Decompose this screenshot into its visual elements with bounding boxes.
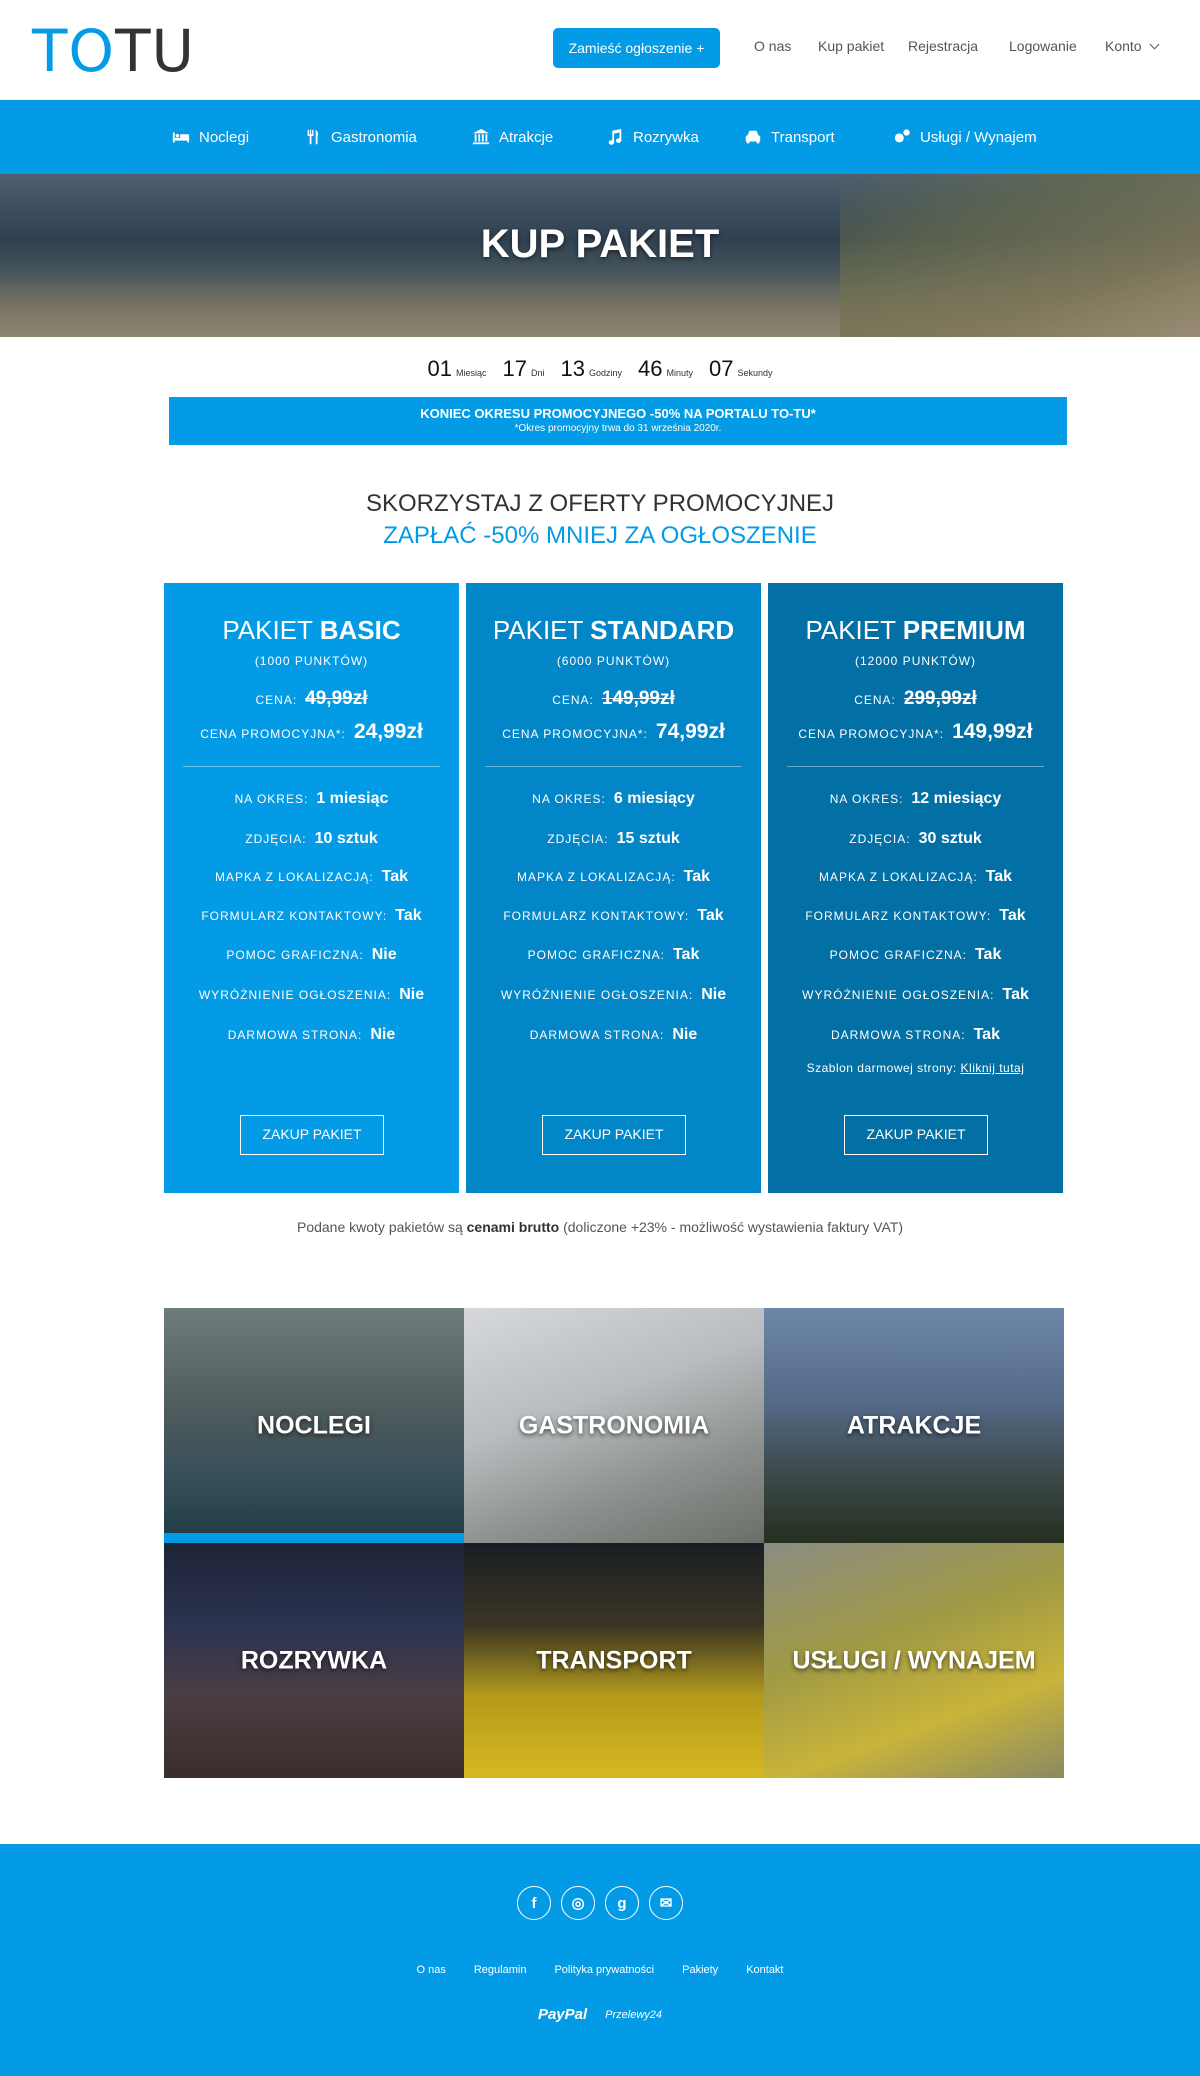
nav-account-dropdown[interactable]: Konto [1105, 38, 1158, 54]
price-note: Podane kwoty pakietów są cenami brutto (doliczone +23% - możliwość wystawienia faktury VAT) [296, 1219, 903, 1235]
divider [787, 766, 1044, 767]
package-card-standard [466, 583, 761, 1193]
facebook-icon[interactable]: f [517, 1886, 551, 1920]
package-card-premium [768, 583, 1063, 1193]
cat-label: Gastronomia [331, 128, 417, 146]
category-nav [0, 100, 1200, 174]
cat-label: Atrakcje [499, 128, 554, 146]
package-card-basic [164, 583, 459, 1193]
feature-period: NA OKRES: 1 miesiąc [234, 790, 389, 807]
package-title: PAKIET BASIC [222, 615, 401, 645]
divider [183, 766, 440, 767]
promo-price-row: CENA PROMOCYJNA*: 74,99zł [502, 720, 725, 743]
package-title: PAKIET STANDARD [492, 615, 735, 645]
footer-link-privacy[interactable]: Polityka prywatności [554, 1964, 655, 1976]
price-row: CENA: 149,99zł [552, 688, 675, 709]
countdown-days: 17 Dni [502, 356, 545, 381]
offer-subheading: ZAPŁAĆ -50% MNIEJ ZA OGŁOSZENIE [383, 522, 817, 549]
feature-form: FORMULARZ KONTAKTOWY: Tak [503, 907, 724, 924]
cat-label: Rozrywka [633, 128, 699, 146]
countdown-hours: 13 Godziny [560, 356, 622, 381]
feature-map: MAPKA Z LOKALIZACJĄ: Tak [214, 868, 409, 885]
feature-highlight: WYRÓŻNIENIE OGŁOSZENIA: Nie [198, 986, 425, 1003]
paypal-logo: PayPal [537, 2006, 588, 2023]
feature-form: FORMULARZ KONTAKTOWY: Tak [805, 907, 1026, 924]
feature-photos: ZDJĘCIA: 15 sztuk [547, 830, 680, 847]
offer-heading: SKORZYSTAJ Z OFERTY PROMOCYJNEJ [365, 490, 835, 517]
countdown-minutes: 46 Minuty [638, 356, 693, 381]
nav-about[interactable]: O nas [754, 38, 792, 54]
feature-period: NA OKRES: 6 miesiący [532, 790, 695, 807]
package-points: (1000 PUNKTÓW) [254, 654, 369, 668]
countdown-timer [0, 356, 1200, 382]
promo-price-row: CENA PROMOCYJNA*: 24,99zł [200, 720, 423, 743]
tile-uslugi[interactable]: USŁUGI / WYNAJEM [764, 1543, 1064, 1778]
tile-noclegi[interactable]: NOCLEGI [164, 1308, 464, 1543]
feature-form: FORMULARZ KONTAKTOWY: Tak [201, 907, 422, 924]
music-icon [606, 128, 624, 146]
google-plus-icon[interactable]: g [605, 1886, 639, 1920]
countdown-months: 01 Miesiąc [427, 356, 487, 381]
cutlery-icon [304, 128, 322, 146]
countdown-seconds: 07 Sekundy [709, 356, 773, 381]
cat-atrakcje[interactable] [472, 100, 553, 174]
package-points: (12000 PUNKTÓW) [854, 654, 977, 668]
cat-label: Noclegi [199, 128, 250, 146]
price-row: CENA: 49,99zł [255, 688, 368, 709]
promo-headline: KONIEC OKRESU PROMOCYJNEGO -50% NA PORTALU TO-TU* [420, 406, 816, 421]
instagram-icon[interactable]: ◎ [561, 1886, 595, 1920]
buy-basic-button[interactable]: ZAKUP PAKIET [240, 1115, 384, 1155]
tile-atrakcje[interactable]: ATRAKCJE [764, 1308, 1064, 1543]
site-header [0, 0, 1200, 100]
cat-label: Transport [771, 128, 835, 146]
promo-footnote: *Okres promocyjny trwa do 31 września 2020r. [514, 423, 722, 434]
footer-link-contact[interactable]: Kontakt [746, 1964, 784, 1976]
logo[interactable]: TOTU [32, 17, 195, 85]
feature-free-page: DARMOWA STRONA: Nie [529, 1026, 698, 1043]
add-listing-button[interactable]: Zamieść ogłoszenie + [553, 28, 720, 68]
footer-link-terms[interactable]: Regulamin [473, 1964, 527, 1976]
cat-label: Usługi / Wynajem [920, 128, 1037, 146]
footer-links [0, 1964, 1200, 1976]
cat-uslugi[interactable] [893, 100, 1037, 174]
buy-premium-button[interactable]: ZAKUP PAKIET [844, 1115, 988, 1155]
feature-map: MAPKA Z LOKALIZACJĄ: Tak [818, 868, 1013, 885]
cogs-icon [893, 128, 911, 146]
tile-gastronomia[interactable]: GASTRONOMIA [464, 1308, 764, 1543]
feature-photos: ZDJĘCIA: 30 sztuk [849, 830, 982, 847]
feature-graphic: POMOC GRAFICZNA: Tak [829, 946, 1002, 963]
feature-highlight: WYRÓŻNIENIE OGŁOSZENIA: Nie [500, 986, 727, 1003]
mail-icon[interactable]: ✉ [649, 1886, 683, 1920]
payment-logos [0, 2006, 1200, 2023]
bed-icon [172, 128, 190, 146]
hero-banner [0, 174, 1200, 337]
feature-highlight: WYRÓŻNIENIE OGŁOSZENIA: Tak [802, 986, 1029, 1003]
feature-photos: ZDJĘCIA: 10 sztuk [245, 830, 378, 847]
buy-standard-button[interactable]: ZAKUP PAKIET [542, 1115, 686, 1155]
feature-period: NA OKRES: 12 miesiący [829, 790, 1002, 807]
nav-buy-package[interactable]: Kup pakiet [818, 38, 885, 54]
nav-register[interactable]: Rejestracja [908, 38, 979, 54]
feature-graphic: POMOC GRAFICZNA: Tak [527, 946, 700, 963]
package-title: PAKIET PREMIUM [805, 615, 1026, 645]
tile-transport[interactable]: TRANSPORT [464, 1543, 764, 1778]
promo-banner [169, 397, 1067, 445]
feature-map: MAPKA Z LOKALIZACJĄ: Tak [516, 868, 711, 885]
landmark-icon [472, 128, 490, 146]
template-info: Szablon darmowej strony: Kliknij tutaj [806, 1061, 1025, 1075]
feature-graphic: POMOC GRAFICZNA: Nie [226, 946, 397, 963]
tile-rozrywka[interactable]: ROZRYWKA [164, 1543, 464, 1778]
divider [485, 766, 742, 767]
template-link[interactable]: Kliknij tutaj [960, 1061, 1025, 1075]
site-footer [0, 1844, 1200, 2076]
footer-link-about[interactable]: O nas [416, 1964, 446, 1976]
page-title: KUP PAKIET [480, 222, 720, 266]
footer-link-packages[interactable]: Pakiety [682, 1964, 719, 1976]
przelewy24-logo: Przelewy24 [605, 2008, 663, 2021]
nav-login[interactable]: Logowanie [1009, 38, 1077, 54]
price-row: CENA: 299,99zł [854, 688, 977, 709]
cat-noclegi[interactable] [172, 100, 249, 174]
cat-transport[interactable] [744, 100, 835, 174]
cat-gastronomia[interactable] [304, 100, 417, 174]
cat-rozrywka[interactable] [606, 100, 699, 174]
package-points: (6000 PUNKTÓW) [556, 654, 671, 668]
car-icon [744, 128, 762, 146]
feature-free-page: DARMOWA STRONA: Nie [227, 1026, 396, 1043]
promo-price-row: CENA PROMOCYJNA*: 149,99zł [798, 720, 1033, 743]
feature-free-page: DARMOWA STRONA: Tak [831, 1026, 1000, 1043]
social-links [0, 1886, 1200, 1920]
